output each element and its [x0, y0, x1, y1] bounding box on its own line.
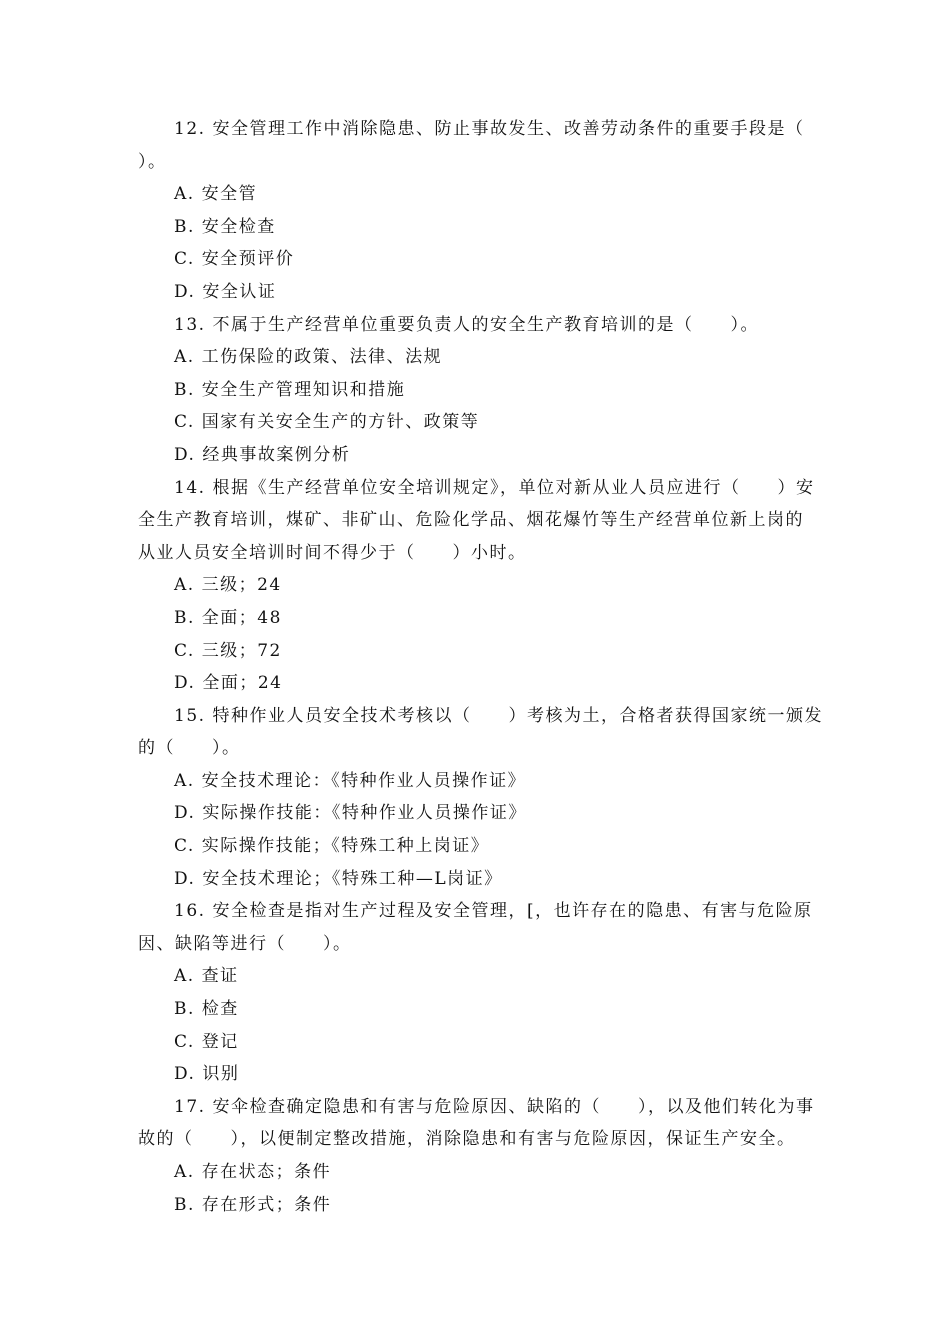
q13-option-a: A. 工伤保险的政策、法律、法规 — [174, 347, 443, 368]
q13-option-d: D. 经典事故案例分析 — [174, 444, 351, 465]
question-14-text: 14. 根据《生产经营单位安全培训规定》，单位对新从业人员应进行（ ）安 — [174, 477, 815, 498]
q16-option-d: D. 识别 — [174, 1064, 240, 1085]
question-17-text-cont: 故的（ ），以便制定整改措施，消除隐患和有害与危险原因，保证生产安全。 — [138, 1129, 796, 1150]
question-16-text: 16. 安全检查是指对生产过程及安全管理，[，也许存在的隐患、有害与危险原 — [174, 901, 813, 922]
question-14-text-cont-2: 从业人员安全培训时间不得少于（ ）小时。 — [138, 542, 527, 563]
q17-option-a: A. 存在状态；条件 — [174, 1162, 332, 1182]
document-body — [138, 113, 838, 1221]
q15-option-d: D. 安全技术理论；《特殊工种—L岗证》 — [174, 868, 503, 889]
q17-option-b: B. 存在形式；条件 — [174, 1194, 332, 1215]
question-12-text: 12. 安全管理工作中消除隐患、防止事故发生、改善劳动条件的重要手段是（ — [174, 119, 805, 139]
q14-option-b: B. 全面；48 — [174, 607, 282, 628]
q12-option-c: C. 安全预评价 — [174, 249, 295, 270]
question-13-text: 13. 不属于生产经营单位重要负责人的安全生产教育培训的是（ ）。 — [174, 314, 759, 335]
q16-option-c: C. 登记 — [174, 1031, 239, 1052]
question-15-text-cont: 的（ ）。 — [138, 738, 241, 759]
q14-option-c: C. 三级；72 — [174, 640, 282, 661]
q12-option-a: A. 安全管 — [174, 184, 258, 205]
q15-option-c: C. 实际操作技能；《特殊工种上岗证》 — [174, 836, 490, 857]
q13-option-c: C. 国家有关安全生产的方针、政策等 — [174, 412, 480, 433]
q12-option-d: D. 安全认证 — [174, 281, 277, 302]
q14-option-a: A. 三级；24 — [174, 575, 282, 596]
q16-option-a: A. 查证 — [174, 966, 239, 987]
q14-option-d: D. 全面；24 — [174, 673, 283, 694]
q15-option-a: A. 安全技术理论：《特种作业人员操作证》 — [174, 770, 527, 791]
question-14-text-cont-1: 全生产教育培训，煤矿、非矿山、危险化学品、烟花爆竹等生产经营单位新上岗的 — [138, 510, 804, 531]
q15-option-b: D. 实际操作技能：《特种作业人员操作证》 — [174, 803, 527, 824]
question-17-text: 17. 安伞检查确定隐患和有害与危险原因、缺陷的（ ），以及他们转化为事 — [174, 1096, 815, 1117]
q13-option-b: B. 安全生产管理知识和措施 — [174, 379, 406, 400]
question-12-text-cont: ）。 — [138, 151, 167, 172]
question-15-text: 15. 特种作业人员安全技术考核以（ ）考核为土，合格者获得国家统一颁发 — [174, 705, 823, 726]
q16-option-b: B. 检查 — [174, 999, 239, 1020]
question-16-text-cont: 因、缺陷等进行（ ）。 — [138, 933, 352, 954]
q12-option-b: B. 安全检查 — [174, 216, 276, 237]
